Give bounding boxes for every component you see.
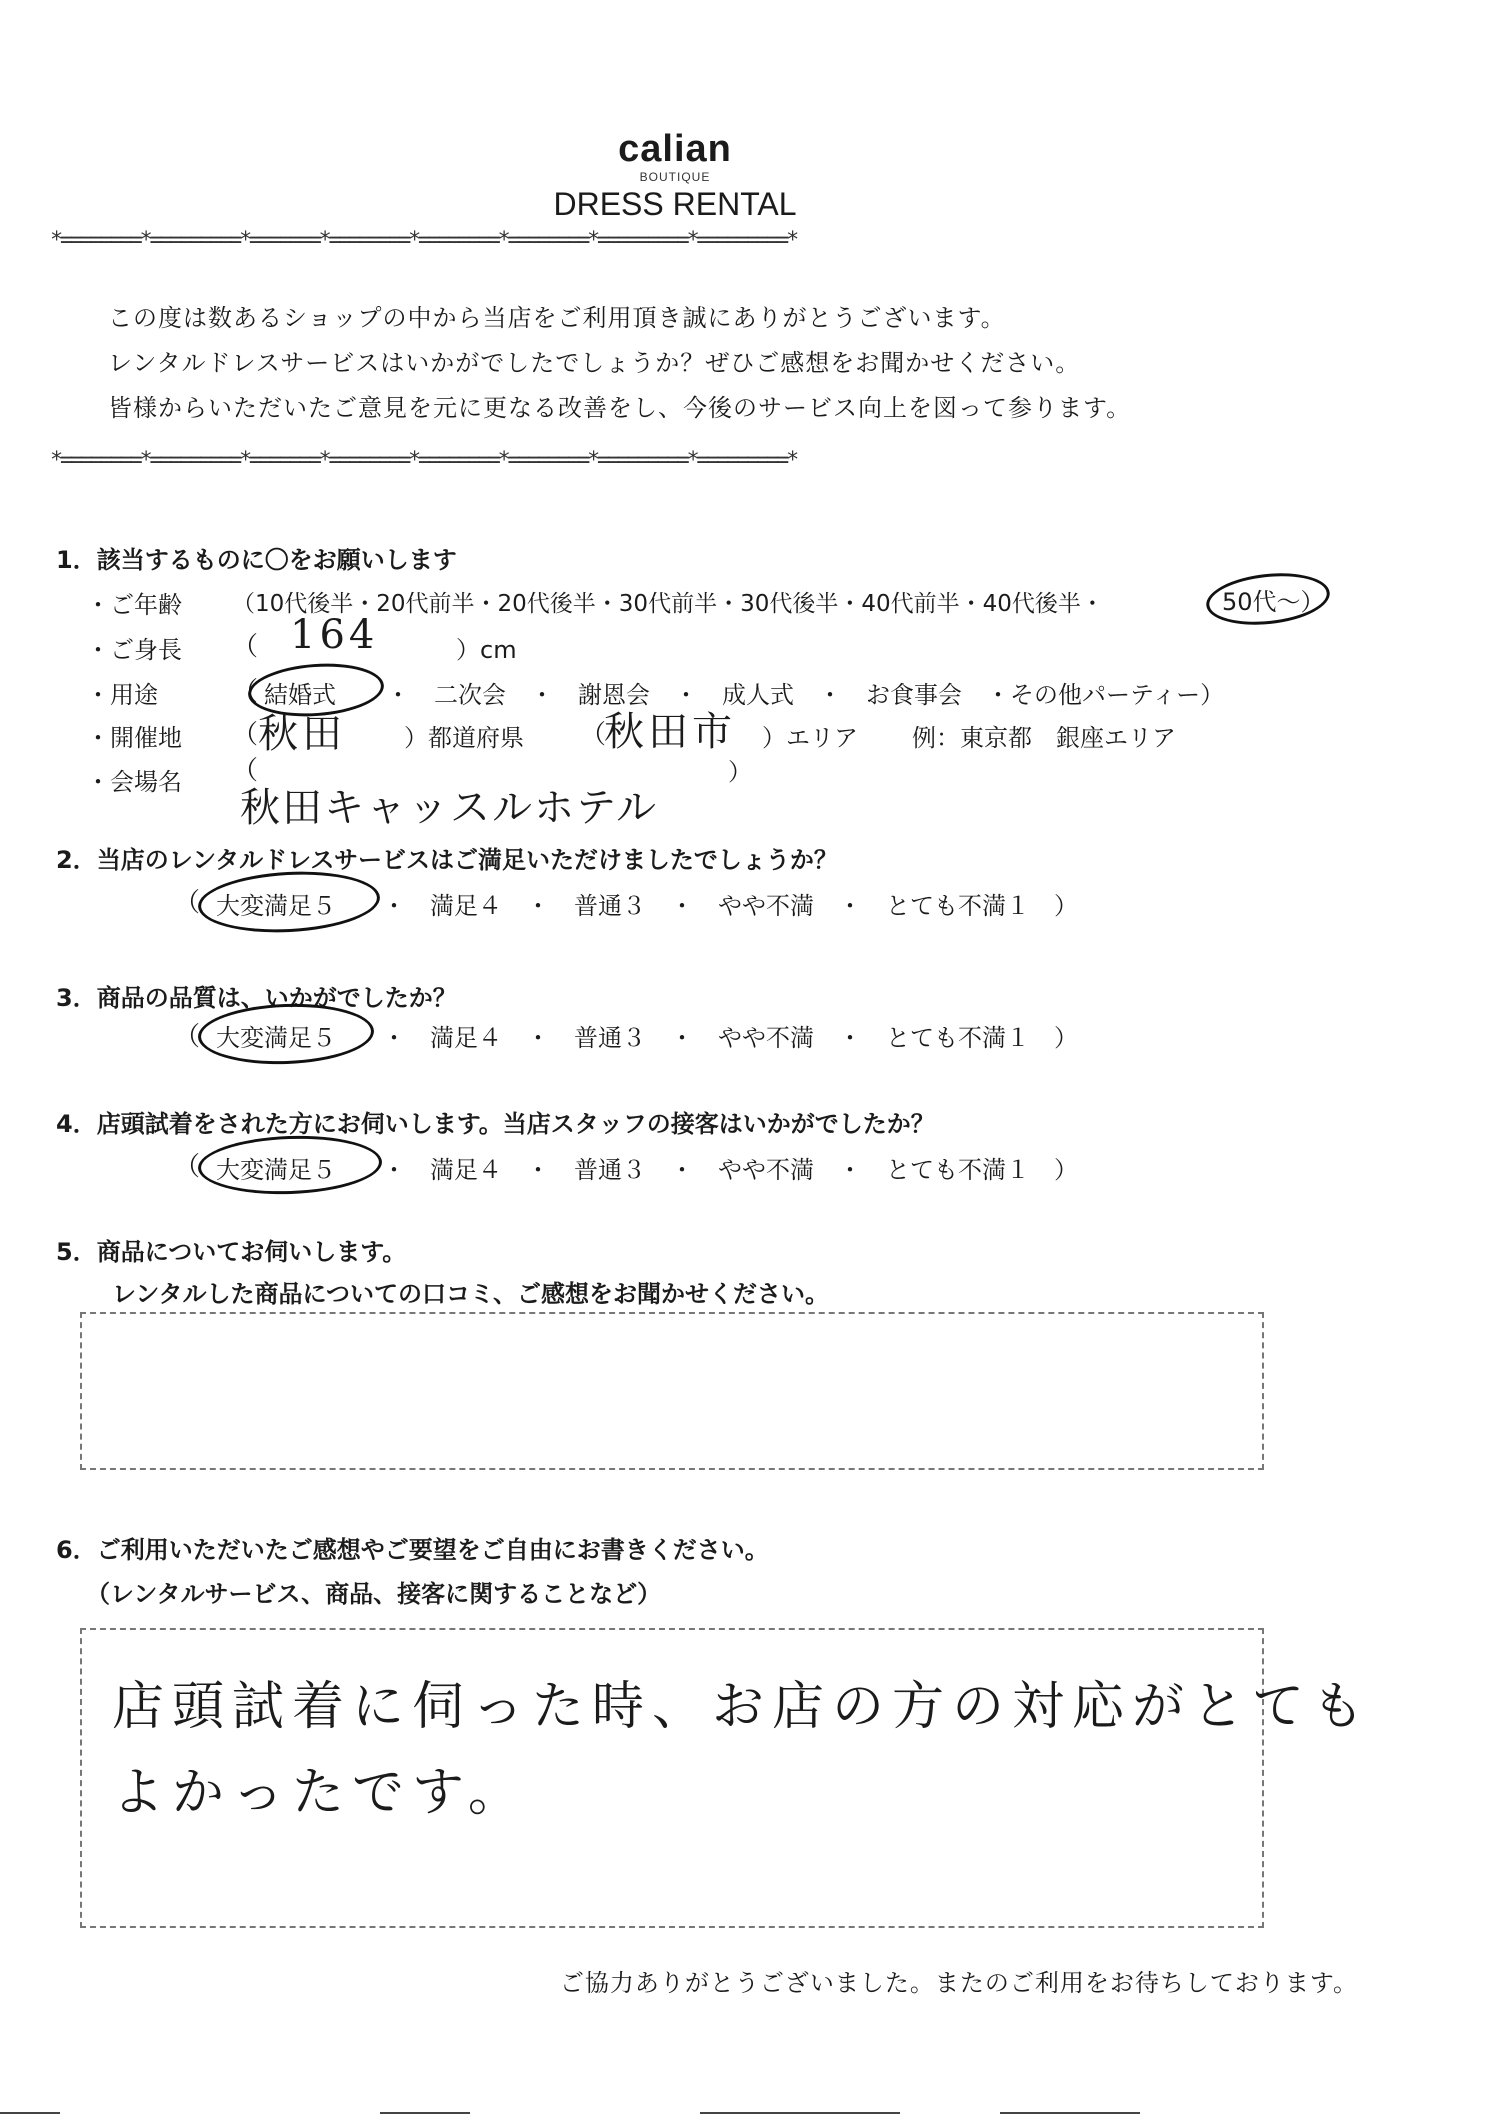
q4-open-paren: （ — [174, 1152, 201, 1182]
selection-circle-q2 — [197, 867, 382, 936]
q3-selected: 大変満足５ — [216, 1024, 336, 1052]
divider-top: *========*=========*=======*========*========*========*=========*=========* — [50, 228, 796, 253]
q6-answer-line-2: よかったです。 — [112, 1763, 528, 1823]
height-unit: ）cm — [456, 636, 517, 664]
q4-title: 4．店頭試着をされた方にお伺いします。当店スタッフの接客はいかがでしたか？ — [56, 1110, 935, 1138]
venue-value: 秋田キャッスルホテル — [240, 785, 658, 831]
venue-close-paren: ） — [728, 758, 752, 786]
place-label: ・開催地 — [86, 724, 182, 752]
page-title: DRESS RENTAL — [553, 186, 797, 222]
purpose-selected: 結婚式 — [264, 681, 336, 709]
q4-selected: 大変満足５ — [216, 1156, 336, 1184]
age-selected: 50代～） — [1222, 588, 1325, 616]
q6-answer-line-1: 店頭試着に伺った時、お店の方の対応がとても — [112, 1677, 1373, 1737]
q4-other-options: ・ 満足４ ・ 普通３ ・ やや不満 ・ とても不満１ ） — [382, 1156, 1078, 1184]
q5-title: 5．商品についてお伺いします。 — [56, 1238, 407, 1266]
footer-thanks: ご協力ありがとうございました。またのご利用をお待ちしております。 — [559, 1969, 1358, 1997]
purpose-open-paren: （ — [232, 677, 259, 707]
brand-logo: calian — [618, 128, 732, 170]
q1-title: 1．該当するものに〇をお願いします — [56, 546, 457, 574]
purpose-label: ・用途 — [86, 681, 158, 709]
selection-circle-age — [1204, 568, 1333, 631]
scan-mark-right — [1000, 2112, 1140, 2114]
q2-other-options: ・ 満足４ ・ 普通３ ・ やや不満 ・ とても不満１ ） — [382, 892, 1078, 920]
purpose-others: ・ 二次会 ・ 謝恩会 ・ 成人式 ・ お食事会 ・その他パーティー） — [386, 681, 1225, 709]
scan-mark-left — [0, 2112, 60, 2114]
q3-open-paren: （ — [174, 1022, 201, 1052]
area-suffix: ）エリア — [762, 724, 858, 752]
age-label: ・ご年齢 — [86, 591, 182, 619]
prefecture-value: 秋田 — [258, 711, 346, 757]
q2-open-paren: （ — [174, 888, 201, 918]
height-value: 164 — [290, 612, 379, 658]
brand-subtitle: BOUTIQUE — [639, 170, 711, 184]
place-open-paren: （ — [232, 720, 259, 750]
q2-selected: 大変満足５ — [216, 892, 336, 920]
q5-comment-box — [80, 1312, 1264, 1470]
q2-title: 2．当店のレンタルドレスサービスはご満足いただけましたでしょうか？ — [56, 846, 838, 874]
q3-title: 3．商品の品質は、いかがでしたか？ — [56, 984, 457, 1012]
venue-label: ・会場名 — [86, 768, 182, 796]
q5-subtitle: レンタルした商品についての口コミ、ご感想をお聞かせください。 — [112, 1280, 829, 1308]
scan-mark-center — [700, 2112, 900, 2114]
prefecture-suffix: ）都道府県 — [404, 724, 524, 752]
area-value: 秋田市 — [604, 709, 736, 755]
selection-circle-q4 — [197, 1133, 383, 1197]
q6-title: 6．ご利用いただいたご感想やご要望をご自由にお書きください。 — [56, 1536, 769, 1564]
q3-other-options: ・ 満足４ ・ 普通３ ・ やや不満 ・ とても不満１ ） — [382, 1024, 1078, 1052]
q6-subtitle: （レンタルサービス、商品、接客に関することなど） — [86, 1580, 662, 1608]
divider-bottom: *========*=========*=======*========*========*========*=========*=========* — [50, 448, 796, 473]
scan-mark-middle — [380, 2112, 470, 2114]
area-open-paren: （ — [580, 720, 607, 750]
place-example: 例：東京都 銀座エリア — [912, 724, 1176, 752]
intro-line-2: レンタルドレスサービスはいかがでしたでしょうか？ぜひご感想をお聞かせください。 — [108, 349, 1081, 377]
age-options: （10代後半・20代前半・20代後半・30代前半・30代後半・40代前半・40代後半・ — [232, 591, 1104, 617]
intro-line-1: この度は数あるショップの中から当店をご利用頂き誠にありがとうございます。 — [108, 304, 1006, 332]
venue-open-paren: （ — [232, 756, 259, 786]
height-label: ・ご身長 — [86, 636, 182, 664]
height-open-paren: （ — [232, 632, 259, 662]
intro-line-3: 皆様からいただいたご意見を元に更なる改善をし、今後のサービス向上を図って参ります。 — [108, 394, 1132, 422]
